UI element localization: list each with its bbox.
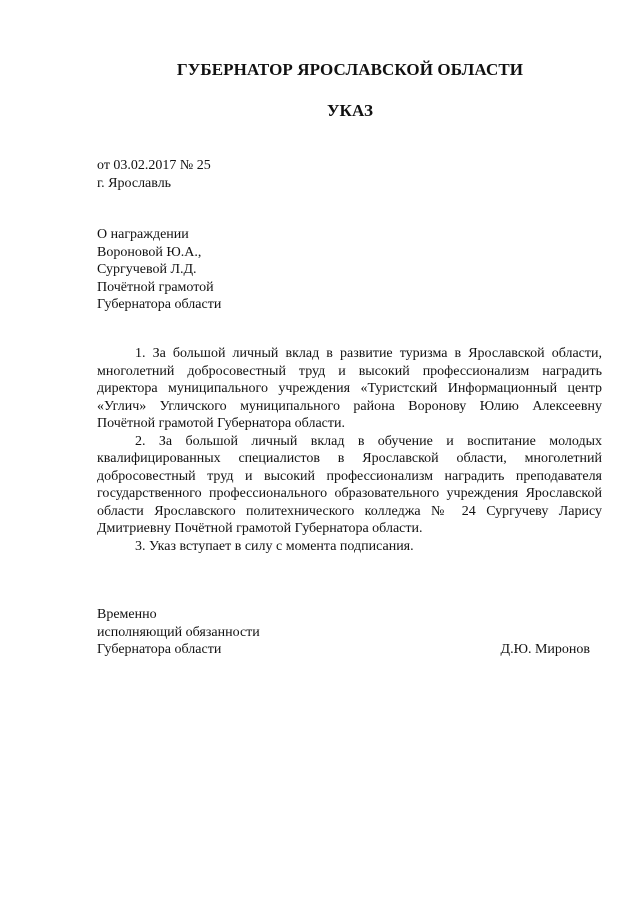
signatory-name: Д.Ю. Миронов [500, 642, 590, 657]
subject-line: Сургучевой Л.Д. [97, 262, 197, 277]
signature-position [97, 606, 260, 659]
subject-line: Почётной грамотой [97, 279, 214, 295]
subject-line: Вороновой Ю.А., [97, 244, 202, 260]
body-paragraph-1: 1. За большой личный вклад в развитие туризма в Ярославской области, многолетний добросовестный труд и высокий профессионализм наградить директора муниципального учреждения «Туристский Информационный центр «Углич» Угличского муниципального района Воронову Юлию Алексеевну Почётной грамотой Губернатора области. [97, 346, 602, 431]
document-body [97, 345, 602, 555]
document-type-title: УКАЗ [326, 101, 374, 120]
document-subject [97, 226, 221, 314]
subject-line: О награждении [97, 227, 189, 242]
document-authority-title: ГУБЕРНАТОР ЯРОСЛАВСКОЙ ОБЛАСТИ [176, 60, 524, 79]
signature-position-line: Временно [97, 607, 157, 622]
body-paragraph-2: 2. За большой личный вклад в обучение и воспитание молодых квалифицированных специалистов в Ярославской области, многолетний добросовестный труд и высокий профессионализм наградить преподавателя государственного профессионального образовательного учреждения Ярославской области Ярославского политехнического колледжа № 24 Сургучеву Ларису Дмитриевну Почётной грамотой Губернатора области. [97, 433, 602, 536]
body-paragraph-3: 3. Указ вступает в силу с момента подписания. [135, 538, 414, 554]
city: г. Ярославль [97, 175, 172, 191]
subject-line: Губернатора области [97, 297, 222, 312]
signature-position-line: Губернатора области [97, 642, 222, 657]
date-number: от 03.02.2017 № 25 [97, 158, 211, 173]
document-meta [97, 157, 211, 192]
signature-position-line: исполняющий обязанности [97, 624, 260, 640]
